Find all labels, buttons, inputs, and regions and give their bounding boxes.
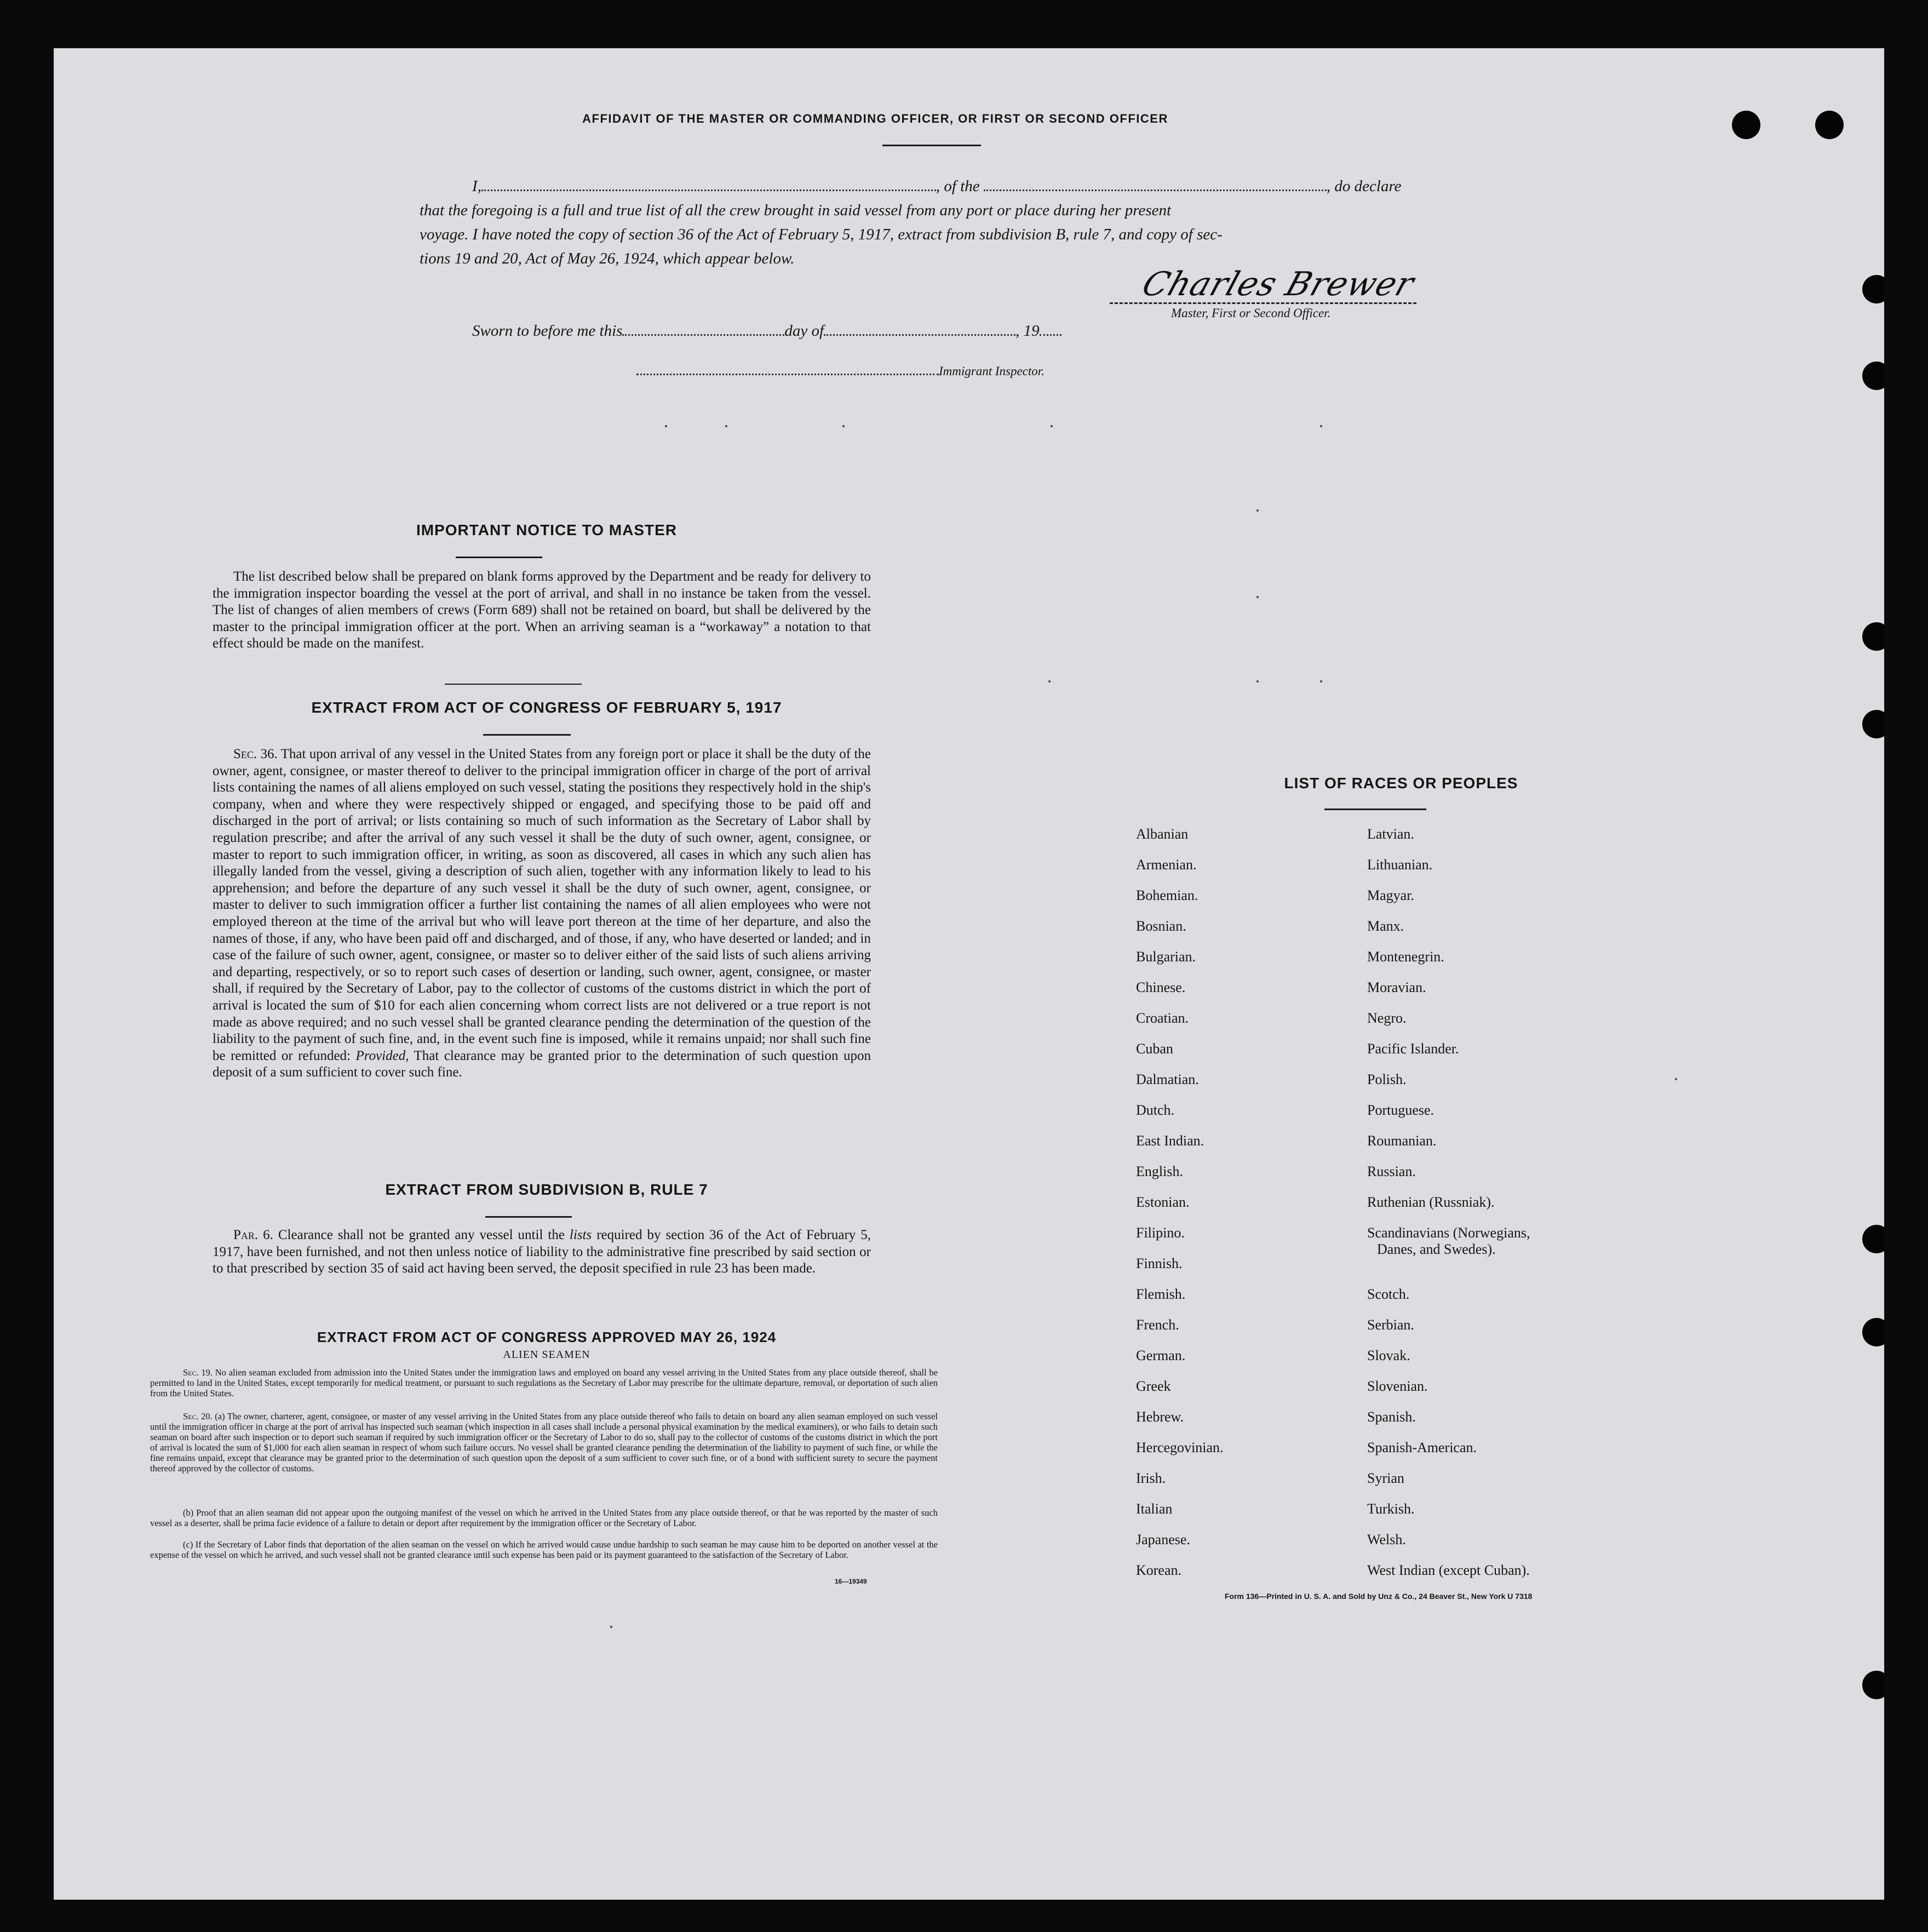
- race-entry: Lithuanian.: [1367, 857, 1433, 873]
- race-entry: Polish.: [1367, 1071, 1407, 1087]
- rule-7-text: [213, 1227, 871, 1277]
- section-20a-text: [150, 1411, 938, 1474]
- speck: [1256, 596, 1259, 598]
- race-entry: Slovak.: [1367, 1348, 1410, 1363]
- affidavit-line-3: voyage. I have noted the copy of section 36 of the Act of February 5, 1917, extract from subdivision B, rule 7, and copy of sec-: [420, 226, 1223, 243]
- race-entry: French.: [1136, 1317, 1179, 1333]
- rule-7-title: EXTRACT FROM SUBDIVISION B, RULE 7: [385, 1181, 708, 1198]
- divider: [1324, 809, 1426, 810]
- race-entry: Japanese.: [1136, 1532, 1190, 1547]
- section-20b-text: (b) Proof that an alien seaman did not appear upon the outgoing manifest of the vessel on which he arrived in the United States from any place outside thereof, or that he was reported by the master of such vessel as a deserter, shall be prima facie evidence of a failure to detain or deport after requirement by the immigration officer or the Secretary of Labor.: [150, 1507, 938, 1528]
- speck: [1320, 680, 1322, 683]
- speck: [725, 425, 727, 427]
- section-20a-body: (a) The owner, charterer, agent, consignee, or master of any vessel arriving in the United States from any place outside thereof who fails to detain on board any alien seaman employed on such vessel until the immigration officer in charge at the port of arrival has inspected such seaman (which inspection in all cases shall include a personal physical examination by the medical examiners), or who fails to detain such seaman on board after such inspection or to deport such seaman if required by such immigration officer or the Secretary of Labor to do so, shall pay to the collector of customs of the customs district in which the port of arrival is located the sum of $1,000 for each alien seaman in respect of whom such failure occurs. No vessel shall be granted clearance pending the determination of the liability to payment of such fine, or while the fine remains unpaid, except that clearance may be granted prior to the determination of such question upon the deposit of a sum sufficient to cover such fine, or of a bond with sufficient surety to secure the payment thereof approved by the collector of customs.: [150, 1411, 938, 1474]
- race-entry: Ruthenian (Russniak).: [1367, 1194, 1495, 1210]
- sworn-line: [472, 319, 1061, 343]
- month-blank: [824, 334, 1015, 336]
- race-entry: Turkish.: [1367, 1501, 1415, 1517]
- race-entry: Bohemian.: [1136, 887, 1198, 903]
- form-sheet: [54, 48, 1884, 1900]
- speck: [1048, 680, 1051, 683]
- race-entry: Serbian.: [1367, 1317, 1414, 1333]
- binder-hole: [1862, 1225, 1884, 1253]
- vessel-blank: [984, 190, 1327, 191]
- alien-seamen-subtitle: ALIEN SEAMEN: [503, 1349, 590, 1361]
- divider: [445, 684, 582, 685]
- binder-hole: [1862, 362, 1884, 390]
- speck: [842, 425, 845, 427]
- section-19-body: No alien seaman excluded from admission into the United States under the immigration laws and employed on board any vessel arriving in the United States from any place outside thereof, shall be permitted to land in the United States, except temporarily for medical treatment, or pursuant to such regulations as the Secretary of Labor may prescribe for the ultimate departure, removal, or deportation of such alien from the United States.: [150, 1367, 938, 1398]
- race-entry: Estonian.: [1136, 1194, 1190, 1210]
- inspector-line: [636, 359, 1045, 383]
- divider: [882, 145, 981, 146]
- section-36-body: That upon arrival of any vessel in the United States from any foreign port or place it shall be the duty of the owner, agent, consignee, or master thereof to deliver to the principal immigration officer in charge of the port of arrival lists containing the names of all aliens employed on such vessel, stating the positions they respectively hold in the ship's company, when and where they were respectively shipped or engaged, and specifying those to be paid off and discharged in the port of arrival; or lists containing so much of such information as the Secretary of Labor shall by regulation prescribe; and after the arrival of any such vessel it shall be the duty of such owner, agent, consignee, or master to report to such immigration officer, in writing, as soon as discovered, all cases in which any such alien has illegally landed from the vessel, giving a description of such alien, together with any information likely to lead to his apprehension; and before the departure of any such vessel it shall be the duty of such owner, agent, consignee, or master to deliver to such immigration officer a further list containing the names of all alien employees who were not employed thereon at the time of the arrival but who will leave port thereon at the time of her departure, and also the names of those, if any, who have been paid off and discharged, and of those, if any, who have deserted or landed; and in case of the failure of such owner, agent, consignee, or master so to deliver either of the said lists of such aliens arriving and departing, respectively, or so to report such cases of desertion or landing, such owner, agent, consignee, or master shall, if required by the Secretary of Labor, pay to the collector of customs of the customs district in which the port of arrival is located the sum of $10 for each alien concerning whom correct lists are not delivered or a true report is not made as above required; and no such vessel shall be granted clearance pending the determination of the question of the liability to the payment of such fine, and, in the event such fine is imposed, while it remains unpaid; nor shall such fine be remitted or refunded:: [213, 747, 871, 1063]
- notice-text: The list described below shall be prepared on blank forms approved by the Department and be ready for delivery to the immigration inspector boarding the vessel at the port of arrival, and shall in no instance be taken from the vessel. The list of changes of alien members of crews (Form 689) shall not be retained on board, but shall be delivered by the master to the principal immigration officer at the port. When an arriving seaman is a “workaway” a notation to that effect should be made on the manifest.: [213, 569, 871, 651]
- race-entry: Latvian.: [1367, 826, 1414, 842]
- proviso-text: That clearance may be granted prior to the determination of such question upon deposit of a sum sufficient to cover such fine.: [213, 1048, 871, 1080]
- day-blank: [622, 334, 784, 336]
- speck: [1051, 425, 1053, 427]
- divider: [483, 734, 571, 736]
- race-entry: Scandinavians (Norwegians,: [1367, 1225, 1530, 1241]
- section-20c-text: (c) If the Secretary of Labor finds that deportation of the alien seaman on the vessel on which he arrived would cause undue hardship to such seaman he may cause him to be deported on another vessel at the expense of the vessel on which he arrived, and such vessel shall not be granted clearance until such expense has been paid or its payment guaranteed to the satisfaction of the Secretary of Labor.: [150, 1539, 938, 1560]
- race-entry: Dutch.: [1136, 1102, 1175, 1118]
- form-number: 16—19349: [835, 1578, 867, 1585]
- race-entry: Roumanian.: [1367, 1133, 1437, 1149]
- races-title: LIST OF RACES OR PEOPLES: [1284, 775, 1518, 792]
- race-entry: Irish.: [1136, 1470, 1166, 1486]
- race-entry: Syrian: [1367, 1470, 1404, 1486]
- race-entry: Moravian.: [1367, 979, 1426, 995]
- affidavit-of-the: , of the: [936, 177, 980, 195]
- race-entry: Dalmatian.: [1136, 1071, 1199, 1087]
- race-entry: Manx.: [1367, 918, 1404, 934]
- race-entry: West Indian (except Cuban).: [1367, 1562, 1530, 1578]
- affidavit-line-2: that the foregoing is a full and true list of all the crew brought in said vessel from any port or place during her present: [420, 202, 1172, 219]
- race-entry: Korean.: [1136, 1562, 1182, 1578]
- race-entry: Albanian: [1136, 826, 1189, 842]
- race-entry: Spanish-American.: [1367, 1440, 1477, 1455]
- day-of-text: day of: [784, 322, 824, 340]
- race-entry: Welsh.: [1367, 1532, 1406, 1547]
- race-entry: Bulgarian.: [1136, 949, 1196, 965]
- race-entry: Scotch.: [1367, 1286, 1410, 1302]
- race-entry: Montenegrin.: [1367, 949, 1444, 965]
- race-entry: Chinese.: [1136, 979, 1186, 995]
- extract-1917-title: EXTRACT FROM ACT OF CONGRESS OF FEBRUARY 5, 1917: [311, 699, 782, 716]
- race-entry: Bosnian.: [1136, 918, 1186, 934]
- race-entry: Spanish.: [1367, 1409, 1416, 1425]
- binder-hole: [1815, 111, 1844, 139]
- section-36-text: [213, 746, 871, 1081]
- notice-title: IMPORTANT NOTICE TO MASTER: [416, 521, 678, 538]
- race-entry: Cuban: [1136, 1041, 1173, 1057]
- binder-hole: [1862, 622, 1884, 651]
- race-entry: Portuguese.: [1367, 1102, 1434, 1118]
- divider: [456, 557, 542, 558]
- inspector-blank: [636, 374, 939, 375]
- race-entry: East Indian.: [1136, 1133, 1204, 1149]
- race-entry: Magyar.: [1367, 887, 1414, 903]
- race-entry: English.: [1136, 1163, 1183, 1179]
- race-entry: Armenian.: [1136, 857, 1197, 873]
- race-entry: Croatian.: [1136, 1010, 1189, 1026]
- name-blank: [481, 190, 936, 191]
- affidavit-line-4: tions 19 and 20, Act of May 26, 1924, which appear below.: [420, 250, 795, 267]
- section-19-text: [150, 1367, 938, 1398]
- affidavit-title: AFFIDAVIT OF THE MASTER OR COMMANDING OFFICER, OR FIRST OR SECOND OFFICER: [582, 112, 1168, 125]
- race-entry: Italian: [1136, 1501, 1173, 1517]
- speck: [1320, 425, 1322, 427]
- race-entry: German.: [1136, 1348, 1186, 1363]
- proviso-label: Provided,: [355, 1048, 409, 1063]
- officer-signature: Charles Brewer: [1137, 265, 1419, 303]
- speck: [665, 425, 667, 427]
- extract-1924-title: EXTRACT FROM ACT OF CONGRESS APPROVED MAY 26, 1924: [317, 1329, 777, 1345]
- paragraph-6-label: Par. 6.: [233, 1228, 273, 1242]
- race-entry: Hebrew.: [1136, 1409, 1184, 1425]
- rule-7-body-a: Clearance shall not be granted any vessel until the: [278, 1228, 565, 1242]
- binder-hole: [1862, 275, 1884, 303]
- speck: [610, 1626, 612, 1628]
- year-prefix: , 19: [1015, 322, 1040, 340]
- race-entry: Russian.: [1367, 1163, 1416, 1179]
- signature-caption: Master, First or Second Officer.: [1171, 306, 1331, 320]
- rule-7-lists: lists: [569, 1228, 592, 1242]
- section-20-label: Sec. 20.: [183, 1411, 213, 1421]
- race-entry: Finnish.: [1136, 1255, 1183, 1271]
- binder-hole: [1732, 111, 1760, 139]
- binder-hole: [1862, 1318, 1884, 1346]
- sworn-text: Sworn to before me this: [472, 322, 623, 340]
- race-entry: Greek: [1136, 1378, 1171, 1394]
- affidavit-do-declare: , do declare: [1326, 177, 1402, 195]
- race-entry: Negro.: [1367, 1010, 1407, 1026]
- race-entry: Slovenian.: [1367, 1378, 1428, 1394]
- affidavit-declaration-line: [472, 174, 1502, 198]
- rule-7-body-b: required by section 36 of the Act of February 5, 1917, have been furnished, and not then unless notice of liability to the administrative fine prescribed by said section or to that prescribed by section 35 of said act having been served, the deposit specified in rule 23 has been made.: [213, 1228, 871, 1276]
- divider: [485, 1216, 572, 1218]
- section-19-label: Sec. 19.: [183, 1367, 213, 1378]
- race-entry: Danes, and Swedes).: [1377, 1241, 1496, 1257]
- binder-hole: [1862, 710, 1884, 738]
- affidavit-i: I,: [472, 177, 481, 195]
- race-entry: Hercegovinian.: [1136, 1440, 1224, 1455]
- speck: [1675, 1078, 1677, 1080]
- inspector-caption: Immigrant Inspector.: [939, 364, 1045, 378]
- race-entry: Flemish.: [1136, 1286, 1186, 1302]
- speck: [1256, 680, 1259, 683]
- race-entry: Pacific Islander.: [1367, 1041, 1459, 1057]
- section-36-label: Sec. 36.: [233, 747, 278, 761]
- year-blank: [1040, 334, 1061, 336]
- binder-hole: [1862, 1671, 1884, 1699]
- speck: [1256, 509, 1259, 512]
- race-entry: Filipino.: [1136, 1225, 1185, 1241]
- printer-imprint: Form 136—Printed in U. S. A. and Sold by Unz & Co., 24 Beaver St., New York U 7318: [1225, 1592, 1533, 1601]
